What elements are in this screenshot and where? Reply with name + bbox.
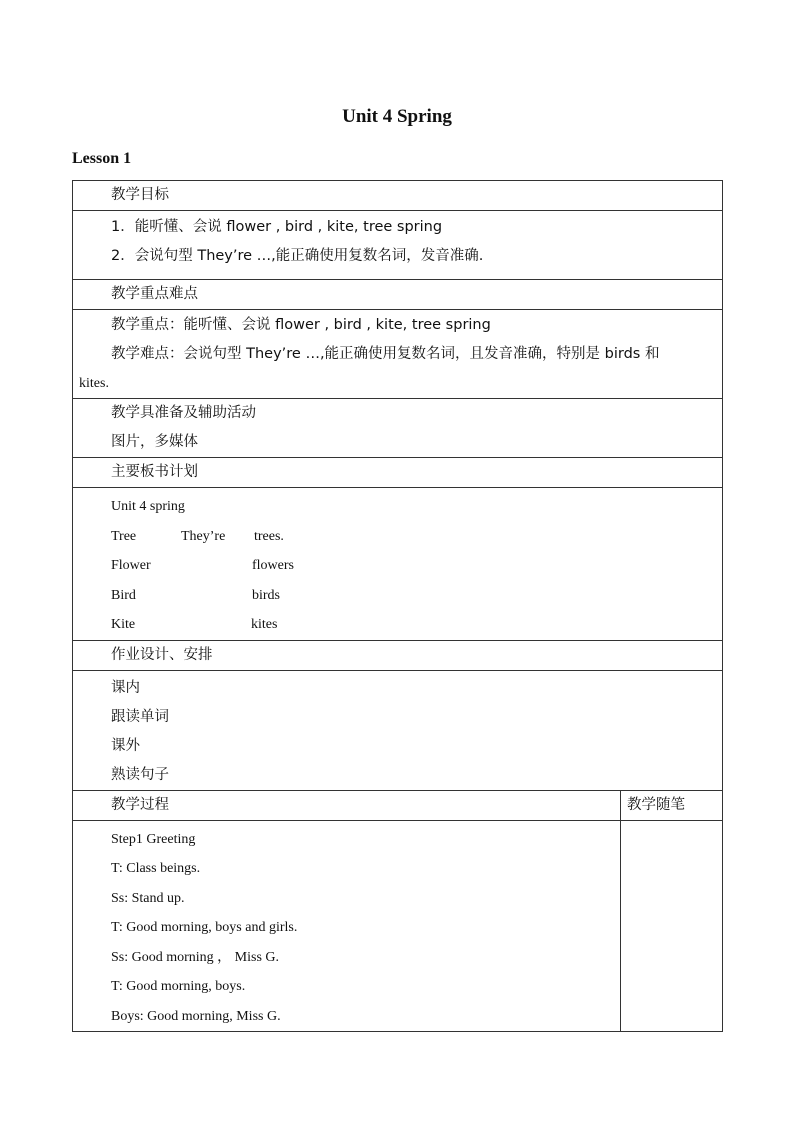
board-word: Bird bbox=[111, 587, 136, 603]
notes-heading: 教学随笔 bbox=[627, 796, 685, 813]
board-plural: flowers bbox=[252, 558, 294, 573]
homework-content-row bbox=[73, 670, 723, 790]
board-plan-heading-row bbox=[73, 458, 723, 488]
board-row bbox=[73, 522, 722, 552]
homework-heading: 作业设计、安排 bbox=[111, 646, 213, 663]
process-line: Boys: Good morning, Miss G. bbox=[111, 1008, 281, 1024]
objectives-content-row bbox=[73, 211, 723, 280]
key-points-heading: 教学重点难点 bbox=[111, 286, 198, 302]
homework-line: 跟读单词 bbox=[111, 708, 169, 725]
homework-line: 课内 bbox=[111, 679, 140, 696]
notes-cell bbox=[621, 820, 723, 1032]
homework-line: 课外 bbox=[111, 737, 140, 754]
lesson-label: Lesson 1 bbox=[72, 150, 132, 167]
process-heading-row bbox=[73, 790, 723, 820]
key-points-heading-row bbox=[73, 280, 723, 310]
objectives-heading: 教学目标 bbox=[111, 187, 169, 203]
lesson-plan-table bbox=[72, 180, 723, 1032]
materials-content: 图片，多媒体 bbox=[111, 434, 198, 450]
document-title: Unit 4 Spring bbox=[342, 106, 452, 127]
process-line: T: Good morning, boys. bbox=[111, 979, 246, 994]
board-plan-content-row bbox=[73, 488, 723, 641]
objectives-heading-row bbox=[73, 181, 723, 211]
process-content-row bbox=[73, 820, 723, 1032]
process-line: Step1 Greeting bbox=[111, 831, 196, 847]
board-plural: birds bbox=[252, 587, 280, 603]
key-difficulty-continued: kites. bbox=[79, 376, 109, 391]
objective-item: 2．会说句型 They’re …,能正确使用复数名词，发音准确. bbox=[111, 248, 484, 264]
board-word: Flower bbox=[111, 558, 151, 573]
board-plan-heading: 主要板书计划 bbox=[111, 464, 198, 480]
board-word: Kite bbox=[111, 617, 136, 632]
board-word: Tree bbox=[111, 528, 137, 544]
materials-row bbox=[73, 399, 723, 458]
objective-item: 1．能听懂、会说 flower , bird , kite, tree spring bbox=[111, 219, 443, 235]
process-line: Ss: Stand up. bbox=[111, 890, 185, 906]
board-plural: trees. bbox=[254, 528, 284, 544]
board-row bbox=[73, 610, 722, 640]
key-points-content-row bbox=[73, 310, 723, 399]
board-row bbox=[73, 551, 722, 581]
homework-heading-row bbox=[73, 640, 723, 670]
process-line: Ss: Good morning ， Miss G. bbox=[111, 949, 280, 965]
board-pattern: They’re bbox=[181, 528, 226, 544]
board-row bbox=[73, 581, 722, 611]
process-heading: 教学过程 bbox=[111, 796, 169, 813]
process-line: T: Class beings. bbox=[111, 861, 201, 876]
materials-heading: 教学具准备及辅助活动 bbox=[111, 405, 256, 421]
board-plan-title: Unit 4 spring bbox=[111, 499, 185, 514]
process-line: T: Good morning, boys and girls. bbox=[111, 920, 298, 935]
key-focus: 教学重点：能听懂、会说 flower , bird , kite, tree spring bbox=[111, 317, 491, 333]
board-plural: kites bbox=[251, 617, 278, 632]
homework-line: 熟读句子 bbox=[111, 766, 169, 783]
key-difficulty: 教学难点：会说句型 They’re …,能正确使用复数名词，且发音准确，特别是 birds 和 bbox=[111, 346, 660, 362]
